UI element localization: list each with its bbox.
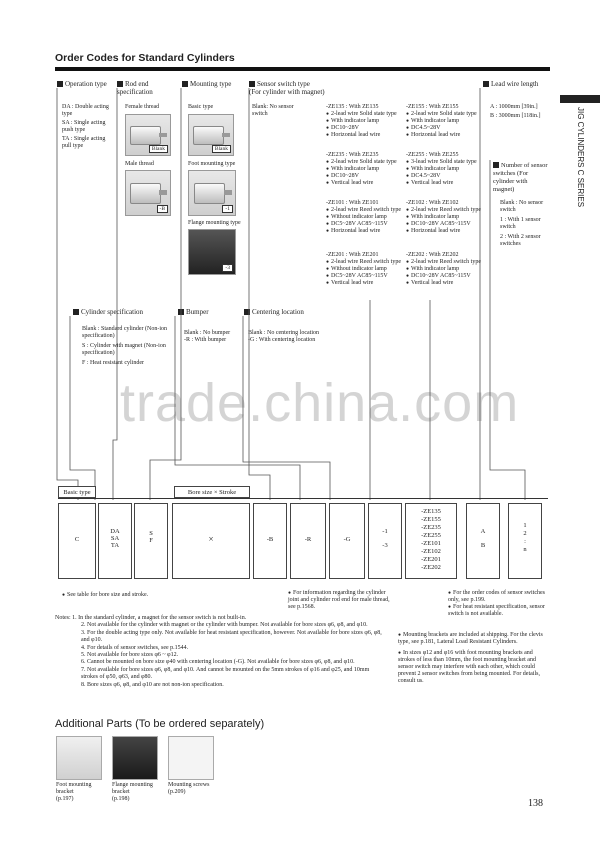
operation-list: DA : Double acting type SA : Single acting push type TA : Single acting pull type	[62, 104, 109, 149]
additional-item: Flange mounting bracket (p.198)	[112, 782, 153, 802]
header-rod-end: Rod end specification	[117, 80, 153, 96]
sensor-group: -ZE135 : With ZE135 ● 2-lead wire Solid state type ● With indicator lamp ● DC10~28V ● Horizontal lead wire	[326, 104, 404, 139]
side-tab-label: JIG CYLINDERS C SERIES	[576, 107, 585, 208]
mounting-foot-label: Foot mounting type	[188, 161, 236, 167]
sensor-group: -ZE102 : With ZE102 ● 2-lead wire Reed switch type ● With indicator lamp ● DC10~28V AC85~115V ● Horizontal lead wire	[406, 200, 486, 235]
notes-list: Notes: 1. In the standard cylinder, a magnet for the sensor switch is not built-in. 2. Not available for the cylinder with magnet or the cylinder with bumper. Not available for bore sizes φ6, φ8, and φ10. 3. For the double acting type only. Not available for heat resistant specification, however. Not available for bore sizes φ6, φ8, and φ10. 4. For details of sensor switches, see p.1544. 5. Not available for bore sizes φ6 ~ φ12. 6. Cannot be mounted on bore size φ40 with centering location (-G). Not available for bore sizes φ6, φ8, and φ10. 7. Not available for bore sizes φ6, φ8, and φ10. And cannot be mounted on the 5mm strokes of φ16 and φ25, and 10mm strokes of φ50, φ63, and φ80. 8. Bore sizes φ6, φ8, and φ10 are not non-ion specification.	[55, 615, 382, 688]
mounting-screws-image	[168, 736, 214, 780]
code-box: -G	[329, 503, 365, 579]
cyl-spec-list: Blank : Standard cylinder (Non-ion specification) S : Cylinder with magnet (Non-ion specification) F : Heat resistant cylinder	[82, 326, 167, 366]
header-bumper: Bumper	[178, 308, 209, 316]
mounting-basic-label: Basic type	[188, 104, 214, 110]
sensor-group: -ZE101 : With ZE101 ● 2-lead wire Reed switch type ● Without indicator lamp ● DC5~28V AC85~115V ● Horizontal lead wire	[326, 200, 404, 235]
code-box: 1 2 : n	[508, 503, 542, 579]
sensor-blank: Blank: No sensor switch	[252, 104, 294, 117]
rod-female-label: Female thread	[125, 104, 160, 110]
flange-mounting-image: -3	[188, 229, 236, 275]
code-box: -1 -3	[368, 503, 402, 579]
basic-type-image: Blank	[188, 114, 234, 156]
sensor-group: -ZE155 : With ZE155 ● 2-lead wire Solid state type ● With indicator lamp ● DC4.5~28V ● Horizontal lead wire	[406, 104, 486, 139]
header-centering: Centering location	[244, 308, 304, 316]
code-box: C	[58, 503, 96, 579]
sensor-group: -ZE255 : With ZE255 ● 3-lead wire Solid state type ● With indicator lamp ● DC4.5~28V ● Vertical lead wire	[406, 152, 486, 187]
page-number: 138	[528, 798, 543, 809]
code-box: S F	[134, 503, 168, 579]
foot-bracket-image	[56, 736, 102, 780]
code-box: DA SA TA	[98, 503, 132, 579]
code-box: -ZE135 -ZE155 -ZE235 -ZE255 -ZE101 -ZE102 -ZE201 -ZE202	[405, 503, 457, 579]
lead-list: A : 1000mm [39in.] B : 3000mm [118in.]	[490, 104, 541, 119]
notes-mounting: ● Mounting brackets are included at shipping. For the clevis type, see p.181, Lateral Load Resistant Cylinders. ● In sizes φ12 and φ16 with foot mounting brackets and strokes of less than 10mm, the foot mounting bracket and sensor switch may interfere with each other, which could prevent 2 sensor switches from being mounted. For details, consult us.	[398, 632, 548, 685]
flange-bracket-image	[112, 736, 158, 780]
sensor-group: -ZE201 : With ZE201 ● 2-lead wire Reed switch type ● Without indicator lamp ● DC5~28V AC85~115V ● Vertical lead wire	[326, 252, 404, 287]
additional-item: Mounting screws (p.209)	[168, 782, 210, 795]
page-title: Order Codes for Standard Cylinders	[55, 52, 235, 64]
note-rod-end: ● For information regarding the cylinder joint and cylinder rod end for male thread, see p.1568.	[288, 590, 398, 611]
bumper-list: Blank : No bumper -R : With bumper	[184, 330, 231, 343]
note-sensor-order: ● For the order codes of sensor switches only, see p.199. ● For heat resistant specification, sensor switch is not available.	[448, 590, 553, 618]
header-cyl-spec: Cylinder specification	[73, 308, 143, 316]
additional-title: Additional Parts (To be ordered separately)	[55, 718, 265, 730]
code-box: -B	[253, 503, 287, 579]
rod-male-label: Male thread	[125, 161, 154, 167]
male-thread-image: -B	[125, 170, 171, 216]
header-sensor: Sensor switch type (For cylinder with magnet)	[249, 80, 325, 96]
basic-type-label: Basic type	[58, 486, 96, 498]
bore-stroke-label: Bore size × Stroke	[174, 486, 250, 498]
sensor-group: -ZE235 : With ZE235 ● 2-lead wire Solid state type ● With indicator lamp ● DC10~28V ● Vertical lead wire	[326, 152, 404, 187]
foot-mounting-image: -1	[188, 170, 236, 216]
code-box: ×	[172, 503, 250, 579]
additional-item: Foot mounting bracket (p.197)	[56, 782, 92, 802]
female-thread-image: Blank	[125, 114, 171, 156]
code-box: A B	[466, 503, 500, 579]
header-sensor-qty: Number of sensor switches (For cylinder with magnet)	[493, 162, 548, 193]
header-mounting: Mounting type	[182, 80, 242, 88]
code-row-rule	[58, 498, 548, 499]
sensor-group: -ZE202 : With ZE202 ● 2-lead wire Reed switch type ● With indicator lamp ● DC10~28V AC85~115V ● Vertical lead wire	[406, 252, 486, 287]
note-bore-table: ● See table for bore size and stroke.	[62, 592, 222, 599]
code-box: -R	[290, 503, 326, 579]
centering-list: Blank : No centering location -G : With centering location	[248, 330, 319, 343]
header-lead: Lead wire length	[483, 80, 553, 88]
qty-list: Blank : No sensor switch 1 : With 1 sensor switch 2 : With 2 sensor switches	[500, 200, 544, 247]
mounting-flange-label: Flange mounting type	[188, 220, 241, 226]
watermark: trade.china.com	[120, 373, 520, 433]
header-operation: Operation type	[57, 80, 117, 88]
